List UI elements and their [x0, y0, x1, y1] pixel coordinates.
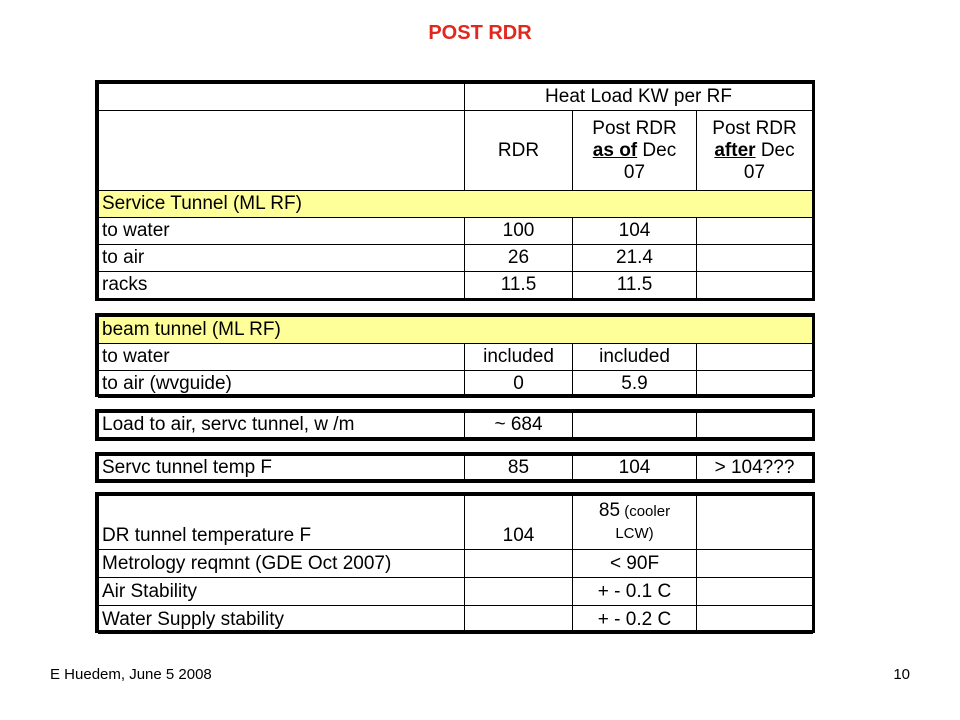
servc-tunnel-temp-table: [95, 452, 815, 483]
section-beam-tunnel: beam tunnel (ML RF): [99, 317, 813, 344]
table-row: Air Stability + - 0.1 C: [99, 578, 813, 606]
table-row: DR tunnel temperature F 104 85 (cooler LCW): [99, 496, 813, 550]
header-empty-cell: [99, 84, 465, 111]
header-label-cell: [99, 111, 465, 191]
page-number: 10: [893, 666, 910, 683]
table-row: Metrology reqmnt (GDE Oct 2007) < 90F: [99, 550, 813, 578]
load-to-air-table: [95, 409, 815, 441]
col-header-post-rdr-as-of: Post RDR as of Dec 07: [573, 111, 697, 191]
table-row: racks 11.5 11.5: [99, 272, 813, 299]
beam-tunnel-table: [95, 313, 815, 397]
table-row: Servc tunnel temp F 85 104 > 104???: [99, 456, 813, 480]
table-row: Load to air, servc tunnel, w /m ~ 684: [99, 413, 813, 438]
table-row: to air (wvguide) 0 5.9: [99, 371, 813, 398]
slide-title: POST RDR: [428, 22, 532, 44]
table-row: to water 100 104: [99, 218, 813, 245]
table-row: to water included included: [99, 344, 813, 371]
table-row: to air 26 21.4: [99, 245, 813, 272]
dr-tunnel-table: [95, 492, 815, 633]
table-row: Water Supply stability + - 0.2 C: [99, 606, 813, 634]
col-header-rdr: RDR: [465, 111, 573, 191]
service-tunnel-table: [95, 80, 815, 301]
dr-tunnel-post-rdr-cell: 85 (cooler LCW): [573, 496, 697, 550]
section-service-tunnel: Service Tunnel (ML RF): [99, 191, 813, 218]
heat-load-group-header: Heat Load KW per RF: [465, 84, 813, 111]
col-header-post-rdr-after: Post RDR after Dec 07: [697, 111, 813, 191]
footer-author-date: E Huedem, June 5 2008: [50, 666, 212, 683]
